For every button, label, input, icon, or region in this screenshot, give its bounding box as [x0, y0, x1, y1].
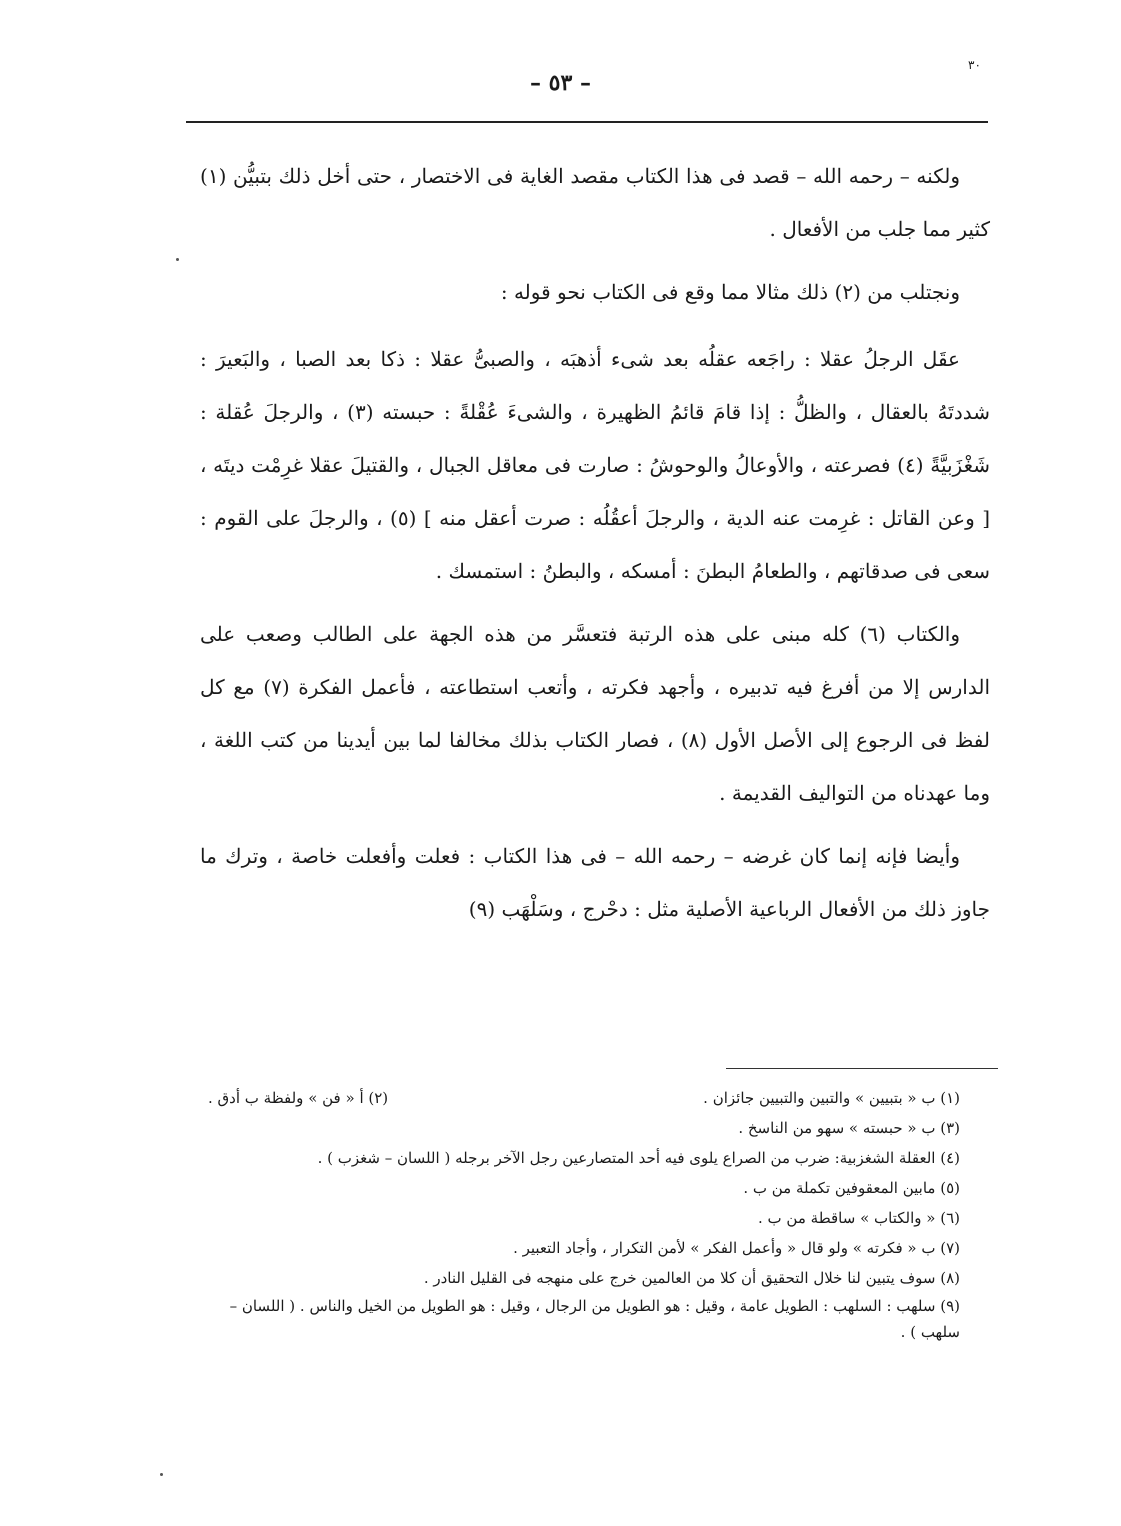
footnote-rule [726, 1068, 998, 1069]
paragraph-5: وأيضا فإنه إنما كان غرضه – رحمه الله – فى هذا الكتاب : فعلت وأفعلت خاصة ، وترك ما جاوز ذلك من الأفعال الرباعية الأصلية مثل : دحْرج ، وسَلْهَب (٩) [200, 844, 990, 921]
paragraph-2: ونجتلب من (٢) ذلك مثالا مما وقع فى الكتاب نحو قوله : [500, 280, 960, 304]
main-text [200, 150, 990, 936]
footnote-5: (٥) مابين المعقوفين تكملة من ب . [743, 1179, 960, 1197]
footnotes [208, 1083, 960, 1345]
paragraph-4: والكتاب (٦) كله مبنى على هذه الرتبة فتعسَّر من هذه الجهة على الطالب وصعب على الدارس إلا من أفرغ فيه تدبيره ، وأجهد فكرته ، وأتعب استطاعته ، فأعمل الفكرة (٧) مع كل لفظ فى الرجوع إلى الأصل الأول (٨) ، فصار الكتاب بذلك مخالفا لما بين أيدينا من كتب اللغة ، وما عهدناه من التواليف القديمة . [200, 622, 991, 805]
footnote-row-1 [208, 1083, 960, 1113]
footnote-7: (٧) ب « فكرته » ولو قال « وأعمل الفكر » لأمن التكرار ، وأجاد التعبير . [513, 1239, 960, 1257]
footnote-1: (١) ب « بتبيين » والتبين والتبيين جائزان . [703, 1089, 960, 1107]
scan-speck [160, 1473, 163, 1476]
footnote-6: (٦) « والكتاب » ساقطة من ب . [758, 1209, 960, 1227]
paragraph-3: عقَل الرجلُ عقلا : راجَعه عقلُه بعد شىء أذهبَه ، والصبىُّ عقلا : ذكا بعد الصبا ، والبَعيرَ : شددتَهُ بالعقال ، والظلُّ : إذا قامَ قائمُ الظهيرة ، والشىءَ عُقْلةً : حبسته (٣) ، والرجلَ عُقلة : شَغْزَبيَّةً (٤) فصرعته ، والأوعالُ والوحوشُ : صارت فى معاقل الجبال ، والقتيلَ عقلا غرِمْت ديتَه ، [ وعن القاتل : غرِمت عنه الدية ، والرجلَ أعقُلُه : صرت أعقل منه ] (٥) ، والرجلَ على القوم : سعى فى صدقاتهم ، والطعامُ البطنَ : أمسكه ، والبطنُ : استمسك . [200, 347, 990, 583]
footnote-9: (٩) سلهب : السلهب : الطويل عامة ، وقيل : هو الطويل من الرجال ، وقيل : هو الطويل من الخيل والناس . ( اللسان – سلهب ) . [229, 1297, 960, 1341]
footnote-3: (٣) ب « حبسته » سهو من الناسخ . [738, 1119, 960, 1137]
footnote-4: (٤) العقلة الشغزبية: ضرب من الصراع يلوى فيه أحد المتصارعين رجل الآخر برجله ( اللسان – شغزب ) . [317, 1149, 960, 1167]
corner-mark: ٣٠ [968, 58, 981, 72]
header-rule [186, 121, 988, 123]
footnote-8: (٨) سوف يتبين لنا خلال التحقيق أن كلا من العالمين خرج على منهجه فى القليل النادر . [423, 1269, 960, 1287]
footnote-2: (٢) أ « فن » ولفظة ب أدق . [208, 1089, 389, 1107]
page-number: – ٥٣ – [530, 70, 591, 96]
paragraph-1: ولكنه – رحمه الله – قصد فى هذا الكتاب مقصد الغاية فى الاختصار ، حتى أخل ذلك بتبيُّن (١) كثير مما جلب من الأفعال . [200, 164, 990, 241]
scan-speck [176, 258, 179, 261]
